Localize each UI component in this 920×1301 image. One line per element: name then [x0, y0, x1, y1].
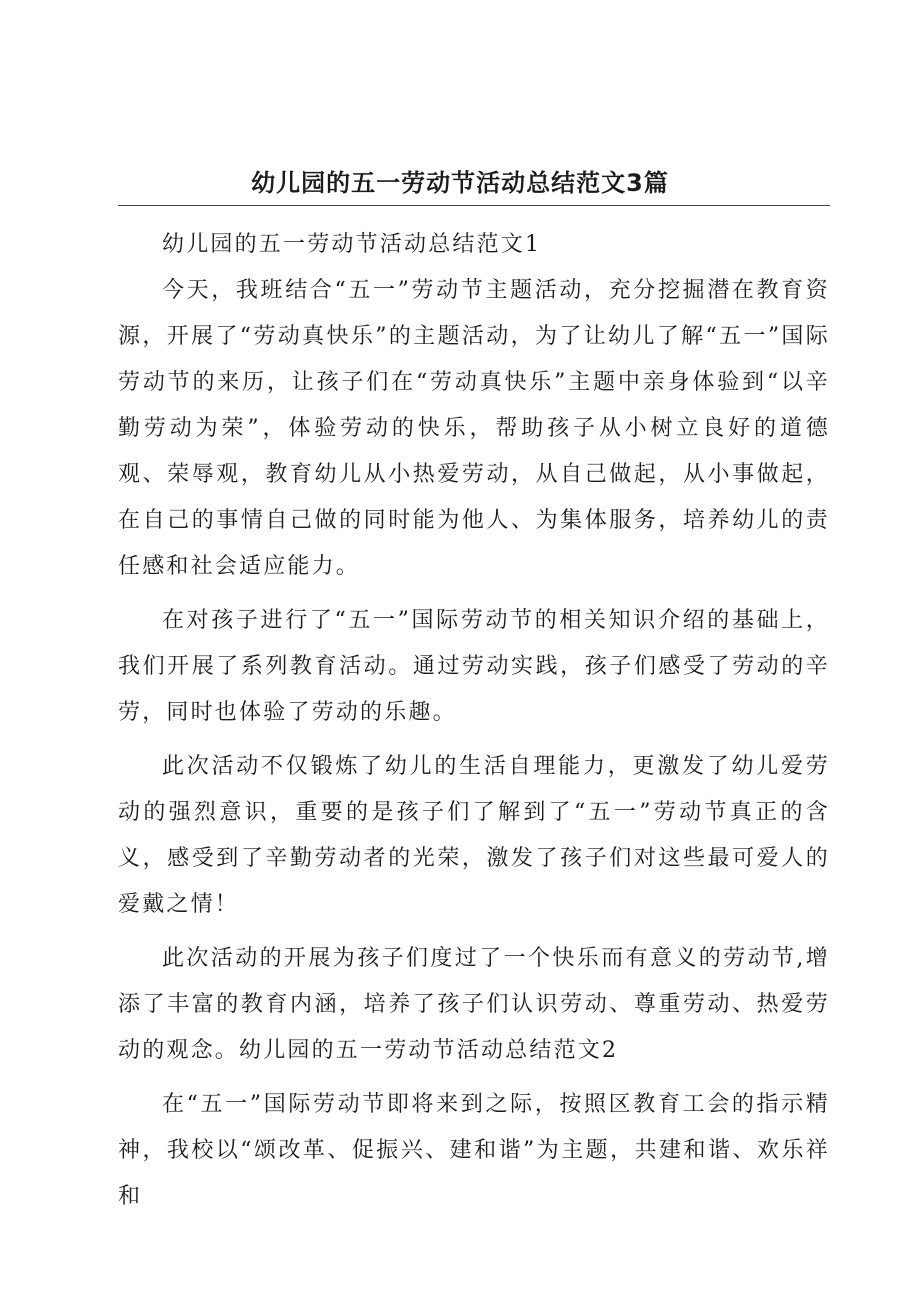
- paragraph-5: 在“五一”国际劳动节即将来到之际，按照区教育工会的指示精神，我校以“颂改革、促振兴、建和谐”为主题，共建和谐、欢乐祥和: [118, 1092, 830, 1209]
- title-underline: [118, 205, 830, 206]
- paragraph-4: 此次活动的开展为孩子们度过了一个快乐而有意义的劳动节,增添了丰富的教育内涵，培养了孩子们认识劳动、尊重劳动、热爱劳动的观念。幼儿园的五一劳动节活动总结范文2: [118, 946, 830, 1063]
- section-heading-1: 幼儿园的五一劳动节活动总结范文1: [162, 232, 542, 257]
- paragraph-3: 此次活动不仅锻炼了幼儿的生活自理能力，更激发了幼儿爱劳动的强烈意识，重要的是孩子们了解到了“五一”劳动节真正的含义，感受到了辛勤劳动者的光荣，激发了孩子们对这些最可爱人的爱戴之情！: [118, 754, 830, 917]
- paragraph-1: 今天，我班结合“五一”劳动节主题活动，充分挖掘潜在教育资源，开展了“劳动真快乐”的主题活动，为了让幼儿了解“五一”国际劳动节的来历，让孩子们在“劳动真快乐”主题中亲身体验到“以辛勤劳动为荣”，体验劳动的快乐，帮助孩子从小树立良好的道德观、荣辱观，教育幼儿从小热爱劳动，从自己做起，从小事做起，在自己的事情自己做的同时能为他人、为集体服务，培养幼儿的责任感和社会适应能力。: [118, 278, 830, 579]
- paragraph-2: 在对孩子进行了“五一”国际劳动节的相关知识介绍的基础上，我们开展了系列教育活动。通过劳动实践，孩子们感受了劳动的辛劳，同时也体验了劳动的乐趣。: [118, 608, 830, 725]
- document-body: [118, 222, 830, 1228]
- document-title: 幼儿园的五一劳动节活动总结范文3篇: [251, 169, 669, 197]
